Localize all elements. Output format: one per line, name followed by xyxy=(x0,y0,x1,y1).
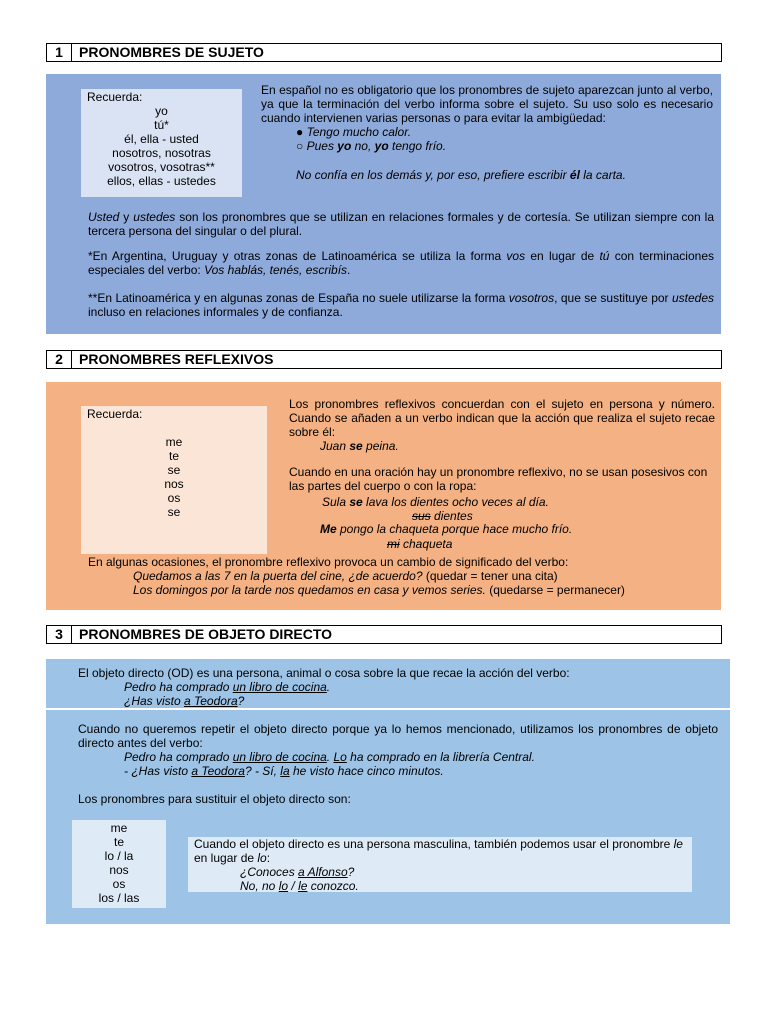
pronoun-item: me xyxy=(165,435,183,449)
pronoun-item: ellos, ellas - ustedes xyxy=(107,174,216,188)
pronoun-item: me xyxy=(110,821,128,835)
definition-paragraph: El objeto directo (OD) es una persona, animal o cosa sobre la que recae la acción del verbo: xyxy=(78,666,570,680)
pronoun-item: yo xyxy=(155,104,168,118)
pronoun-item: se xyxy=(167,505,181,519)
pronoun-item: se xyxy=(167,463,181,477)
example-sula: Sula se lava los dientes ocho veces al día. xyxy=(322,495,549,509)
pronoun-item: vosotros, vosotras** xyxy=(108,160,215,174)
section-3-panel-top xyxy=(46,659,730,708)
recuerda-label: Recuerda: xyxy=(87,90,143,104)
example-sus-dientes: sus dientes xyxy=(412,509,473,523)
example-3: No confía en los demás y, por eso, prefiere escribir él la carta. xyxy=(296,168,626,182)
example-alfonso: ¿Conoces a Alfonso? xyxy=(240,865,355,879)
pronoun-item: los / las xyxy=(98,891,140,905)
example-2: ○ Pues yo no, yo tengo frío. xyxy=(296,139,447,153)
pronoun-item: lo / la xyxy=(104,849,134,863)
paragraph-usted: Usted y ustedes son los pronombres que se utilizan en relaciones formales y de cortesía. Se utilizan siempre con la tercera persona del singular o del plural. xyxy=(88,210,714,238)
reflexive-pronoun-box xyxy=(81,406,267,554)
example-lo-le-conozco: No, no lo / le conozco. xyxy=(240,879,359,893)
pronoun-item: te xyxy=(113,835,124,849)
od-pronoun-box xyxy=(72,820,166,908)
pronoun-item: te xyxy=(168,449,179,463)
section-title: PRONOMBRES REFLEXIVOS xyxy=(79,351,274,367)
section-1-header xyxy=(46,43,722,62)
example-lo-ha-comprado: Pedro ha comprado un libro de cocina. Lo ha comprado en la librería Central. xyxy=(124,750,535,764)
example-juan: Juan se peina. xyxy=(320,439,399,453)
section-2-panel xyxy=(46,382,721,610)
section-title: PRONOMBRES DE OBJETO DIRECTO xyxy=(79,626,333,642)
example-la-he-visto: - ¿Has visto a Teodora? - Sí, la he visto hace cinco minutos. xyxy=(124,764,444,778)
example-mi-chaqueta: mi chaqueta xyxy=(387,537,453,551)
possessive-paragraph: Cuando en una oración hay un pronombre reflexivo, no se usan posesivos con las partes del cuerpo o con la ropa: xyxy=(289,465,708,493)
pronouns-list-intro: Los pronombres para sustituir el objeto directo son: xyxy=(78,792,351,806)
section-number: 2 xyxy=(47,351,72,368)
meaning-change-paragraph: En algunas ocasiones, el pronombre reflexivo provoca un cambio de significado del verbo: xyxy=(88,555,569,569)
leismo-note: Cuando el objeto directo es una persona masculina, también podemos usar el pronombre le en lugar de lo: xyxy=(194,837,683,865)
paragraph-vos: *En Argentina, Uruguay y otras zonas de Latinoamérica se utiliza la forma vos en lugar de tú con terminaciones especiales del verbo: Vos hablás, tenés, escribís. xyxy=(88,249,714,277)
example-1: ● Tengo mucho calor. xyxy=(296,125,412,139)
section-number: 3 xyxy=(47,626,72,643)
intro-paragraph: En español no es obligatorio que los pronombres de sujeto aparezcan junto al verbo, ya que la terminación del verbo informa sobre el sujeto. Su uso solo es necesario cuando intervienen varias personas o para evitar la ambigüedad: xyxy=(261,83,713,125)
intro-paragraph: Los pronombres reflexivos concuerdan con el sujeto en persona y número. Cuando se añaden a un verbo indican que la acción que realiza el sujeto recae sobre él: xyxy=(289,397,715,439)
section-2-header xyxy=(46,350,722,369)
section-3-header xyxy=(46,625,722,644)
section-number: 1 xyxy=(47,44,72,61)
recuerda-label: Recuerda: xyxy=(87,407,143,421)
pronoun-item: os xyxy=(112,877,126,891)
subject-pronoun-box xyxy=(81,89,242,197)
example-libro: Pedro ha comprado un libro de cocina. xyxy=(124,680,331,694)
pronoun-list xyxy=(81,104,242,188)
pronoun-item: tú* xyxy=(154,118,169,132)
example-chaqueta: Me pongo la chaqueta porque hace mucho frío. xyxy=(320,522,573,536)
example-teodora: ¿Has visto a Teodora? xyxy=(124,694,245,708)
example-quedarse: Los domingos por la tarde nos quedamos en casa y vemos series. (quedarse = permanecer) xyxy=(133,583,625,597)
pronoun-item: os xyxy=(167,491,181,505)
section-title: PRONOMBRES DE SUJETO xyxy=(79,44,264,60)
pronoun-item: nos xyxy=(109,863,129,877)
section-3-panel-bottom xyxy=(46,710,730,924)
pronoun-list xyxy=(81,435,267,519)
example-quedar: Quedamos a las 7 en la puerta del cine, ¿de acuerdo? (quedar = tener una cita) xyxy=(133,569,558,583)
pronoun-item: él, ella - usted xyxy=(124,132,199,146)
section-1-panel xyxy=(46,74,721,334)
pronoun-item: nos xyxy=(164,477,184,491)
pronoun-item: nosotros, nosotras xyxy=(112,146,211,160)
replacement-paragraph: Cuando no queremos repetir el objeto directo porque ya lo hemos mencionado, utilizamos los pronombres de objeto directo antes del verbo: xyxy=(78,722,718,750)
leismo-note-box xyxy=(188,837,692,892)
paragraph-vosotros: **En Latinoamérica y en algunas zonas de España no suele utilizarse la forma vosotros, que se sustituye por ustedes incluso en relaciones informales y de confianza. xyxy=(88,291,714,319)
